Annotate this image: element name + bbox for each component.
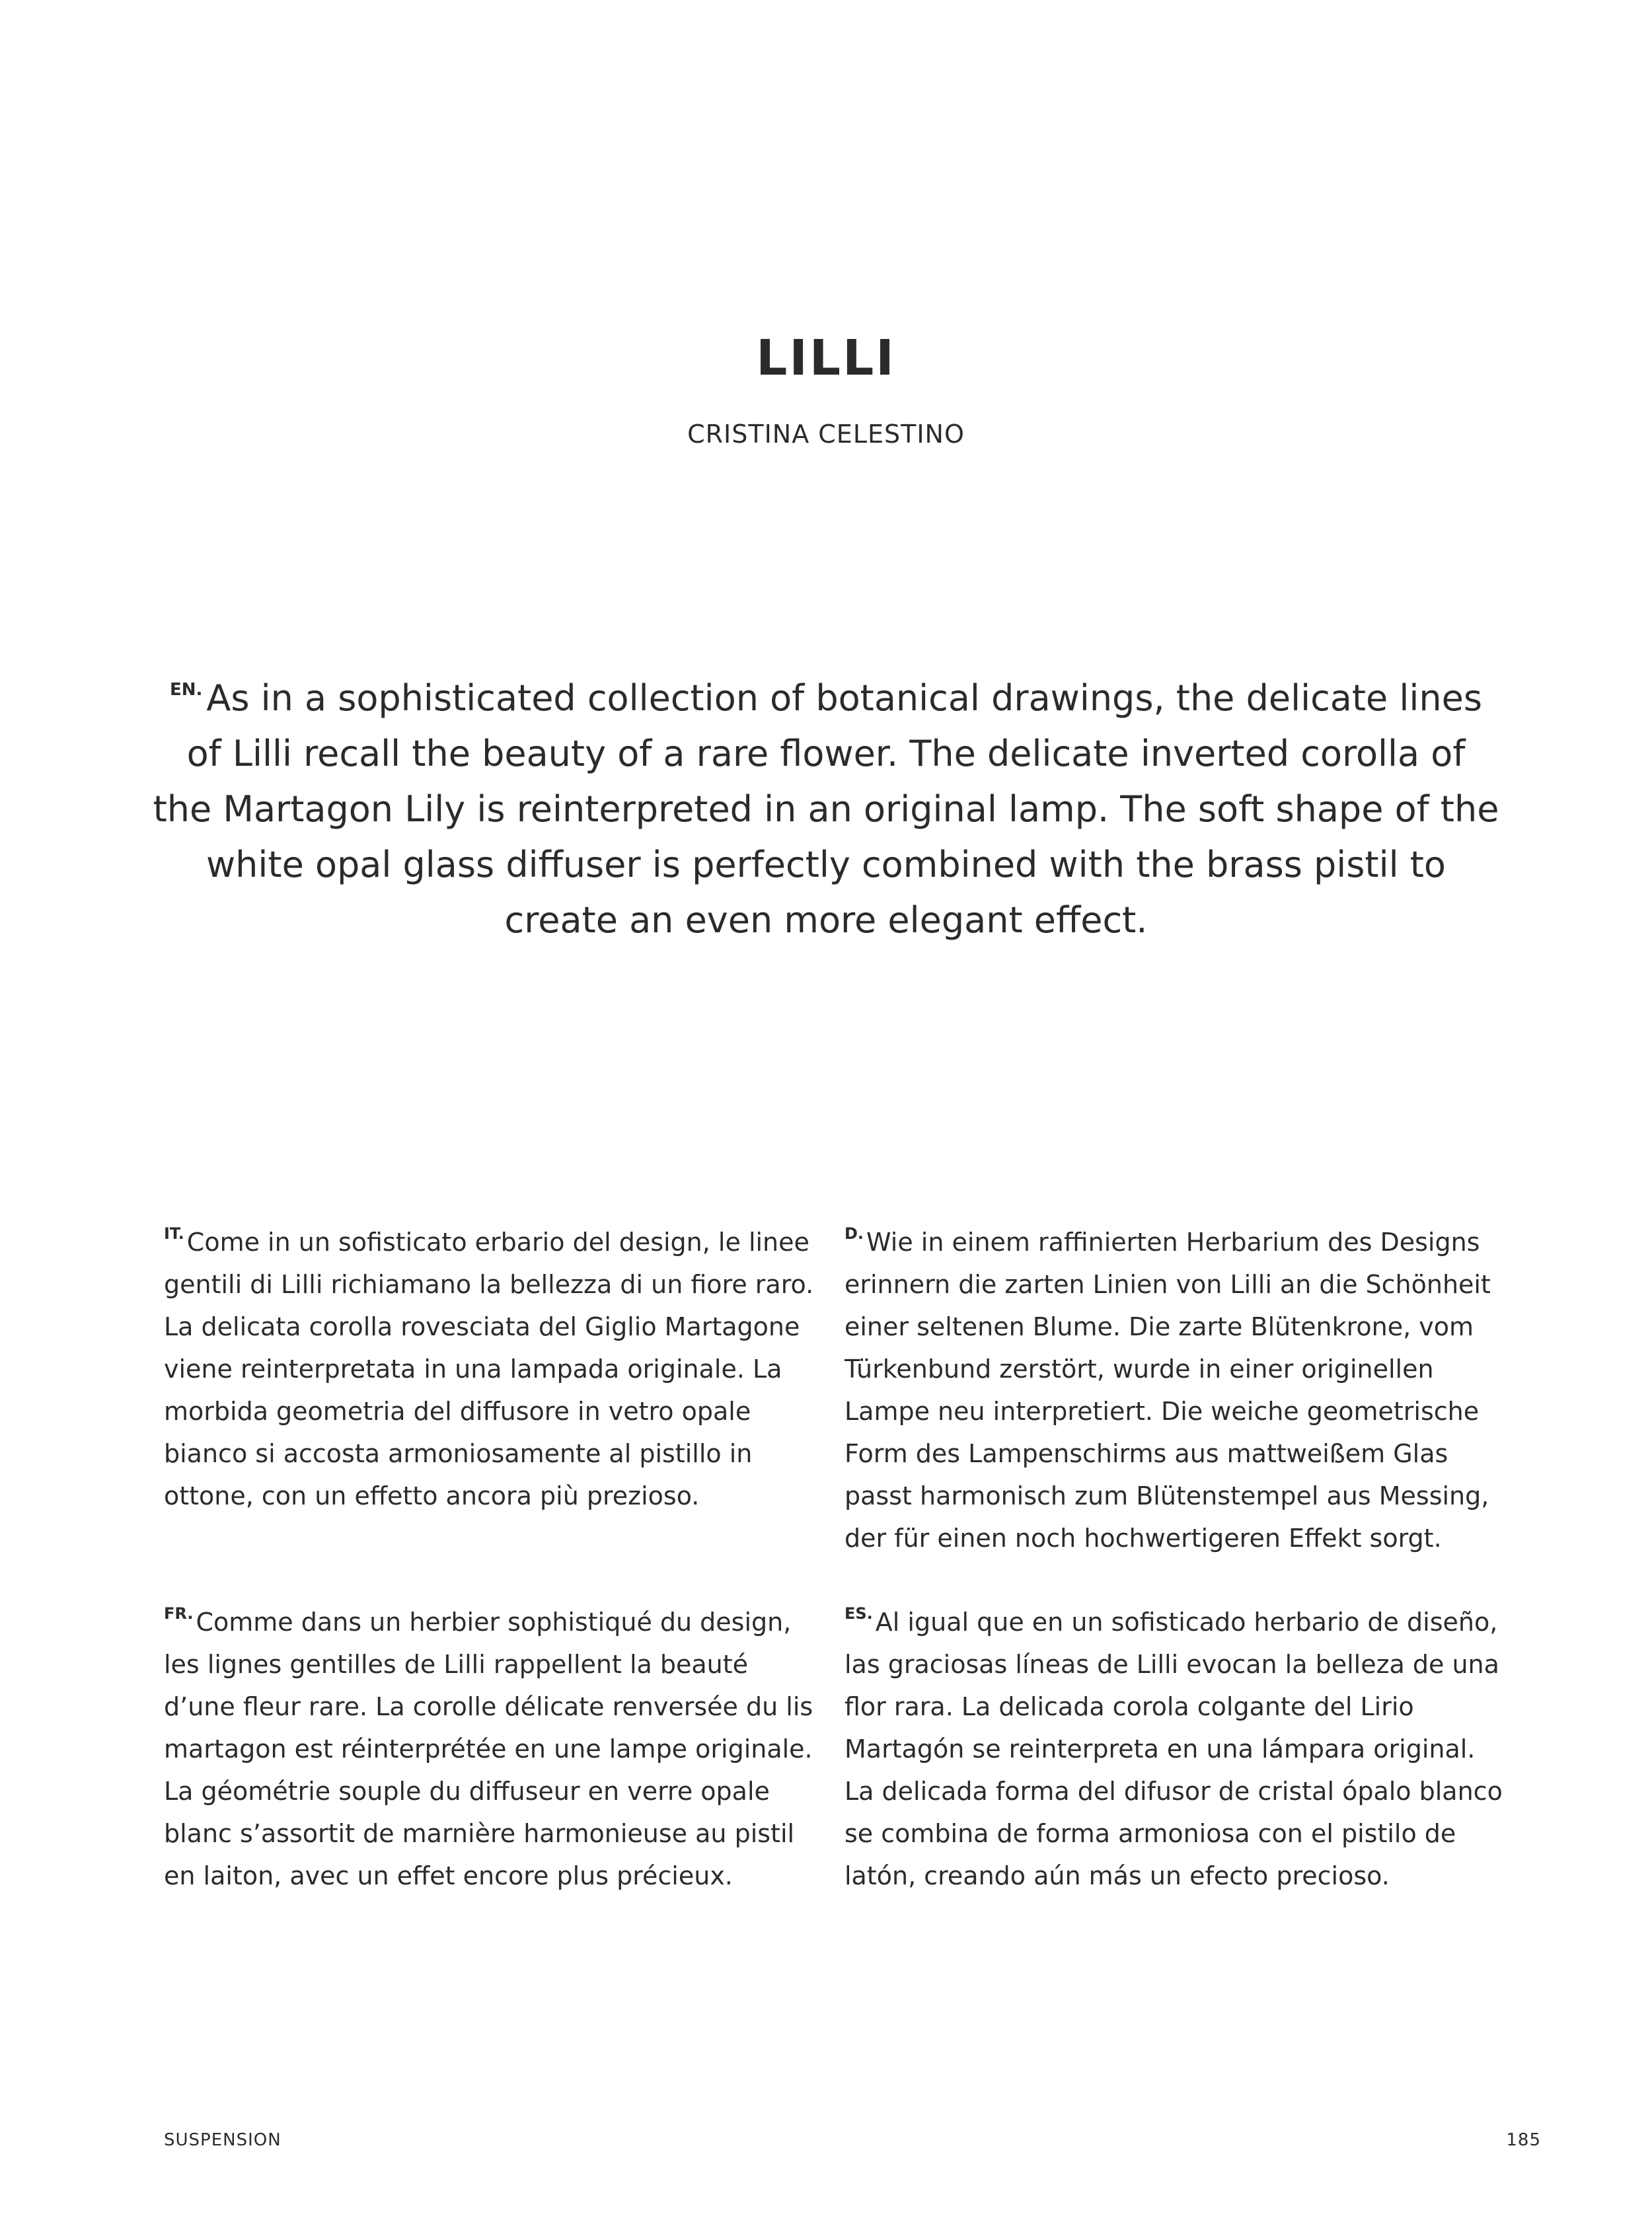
language-label-it: IT. (164, 1224, 184, 1243)
page-number: 185 (1506, 2130, 1541, 2150)
paragraph-es (845, 1601, 1505, 1897)
intro-text-en: As in a sophisticated collection of botanical drawings, the delicate lines of Lilli recall the beauty of a rare flower. The delicate inverted corolla of the Martagon Lily is reinterpreted in an original lamp. The soft shape of the white opal glass diffuser is perfectly combined with the brass pistil to create an even more elegant effect. (153, 677, 1499, 941)
language-label-fr: FR. (164, 1604, 194, 1623)
intro-paragraph-en (152, 671, 1500, 948)
paragraph-de (845, 1221, 1505, 1559)
footer-section-label: SUSPENSION (164, 2130, 282, 2150)
product-title: LILLI (756, 330, 896, 387)
paragraph-it (164, 1221, 825, 1517)
designer-name: CRISTINA CELESTINO (687, 420, 965, 449)
paragraph-text-it: Come in un sofisticato erbario del design, le linee gentili di Lilli richiamano la bellezza di un fiore raro. La delicata corolla rovesciata del Giglio Martagone viene reinterpretata in una lampada originale. La morbida geometria del diffusore in vetro opale bianco si accosta armoniosamente al pistillo in ottone, con un effetto ancora più prezioso. (164, 1228, 814, 1510)
language-label-en: EN. (169, 679, 203, 700)
language-label-de: D. (845, 1224, 864, 1243)
paragraph-fr (164, 1601, 825, 1897)
language-label-es: ES. (845, 1604, 873, 1623)
paragraph-text-es: Al igual que en un sofisticado herbario de diseño, las graciosas líneas de Lilli evocan la belleza de una flor rara. La delicada corola colgante del Lirio Martagón se reinterpreta en una lámpara original. La delicada forma del difusor de cristal ópalo blanco se combina de forma armoniosa con el pistilo de latón, creando aún más un efecto precioso. (845, 1608, 1503, 1890)
paragraph-text-fr: Comme dans un herbier sophistiqué du design, les lignes gentilles de Lilli rappellent la beauté d’une fleur rare. La corolle délicate renversée du lis martagon est réinterprétée en une lampe originale. La géométrie souple du diffuseur en verre opale blanc s’assortit de marnière harmonieuse au pistil en laiton, avec un effet encore plus précieux. (164, 1608, 813, 1890)
paragraph-text-de: Wie in einem raffinierten Herbarium des Designs erinnern die zarten Linien von Lilli an die Schönheit einer seltenen Blume. Die zarte Blütenkrone, vom Türkenbund zerstört, wurde in einer originellen Lampe neu interpretiert. Die weiche geometrische Form des Lampenschirms aus mattweißem Glas passt harmonisch zum Blütenstempel aus Messing, der für einen noch hochwertigeren Effekt sorgt. (845, 1228, 1491, 1553)
